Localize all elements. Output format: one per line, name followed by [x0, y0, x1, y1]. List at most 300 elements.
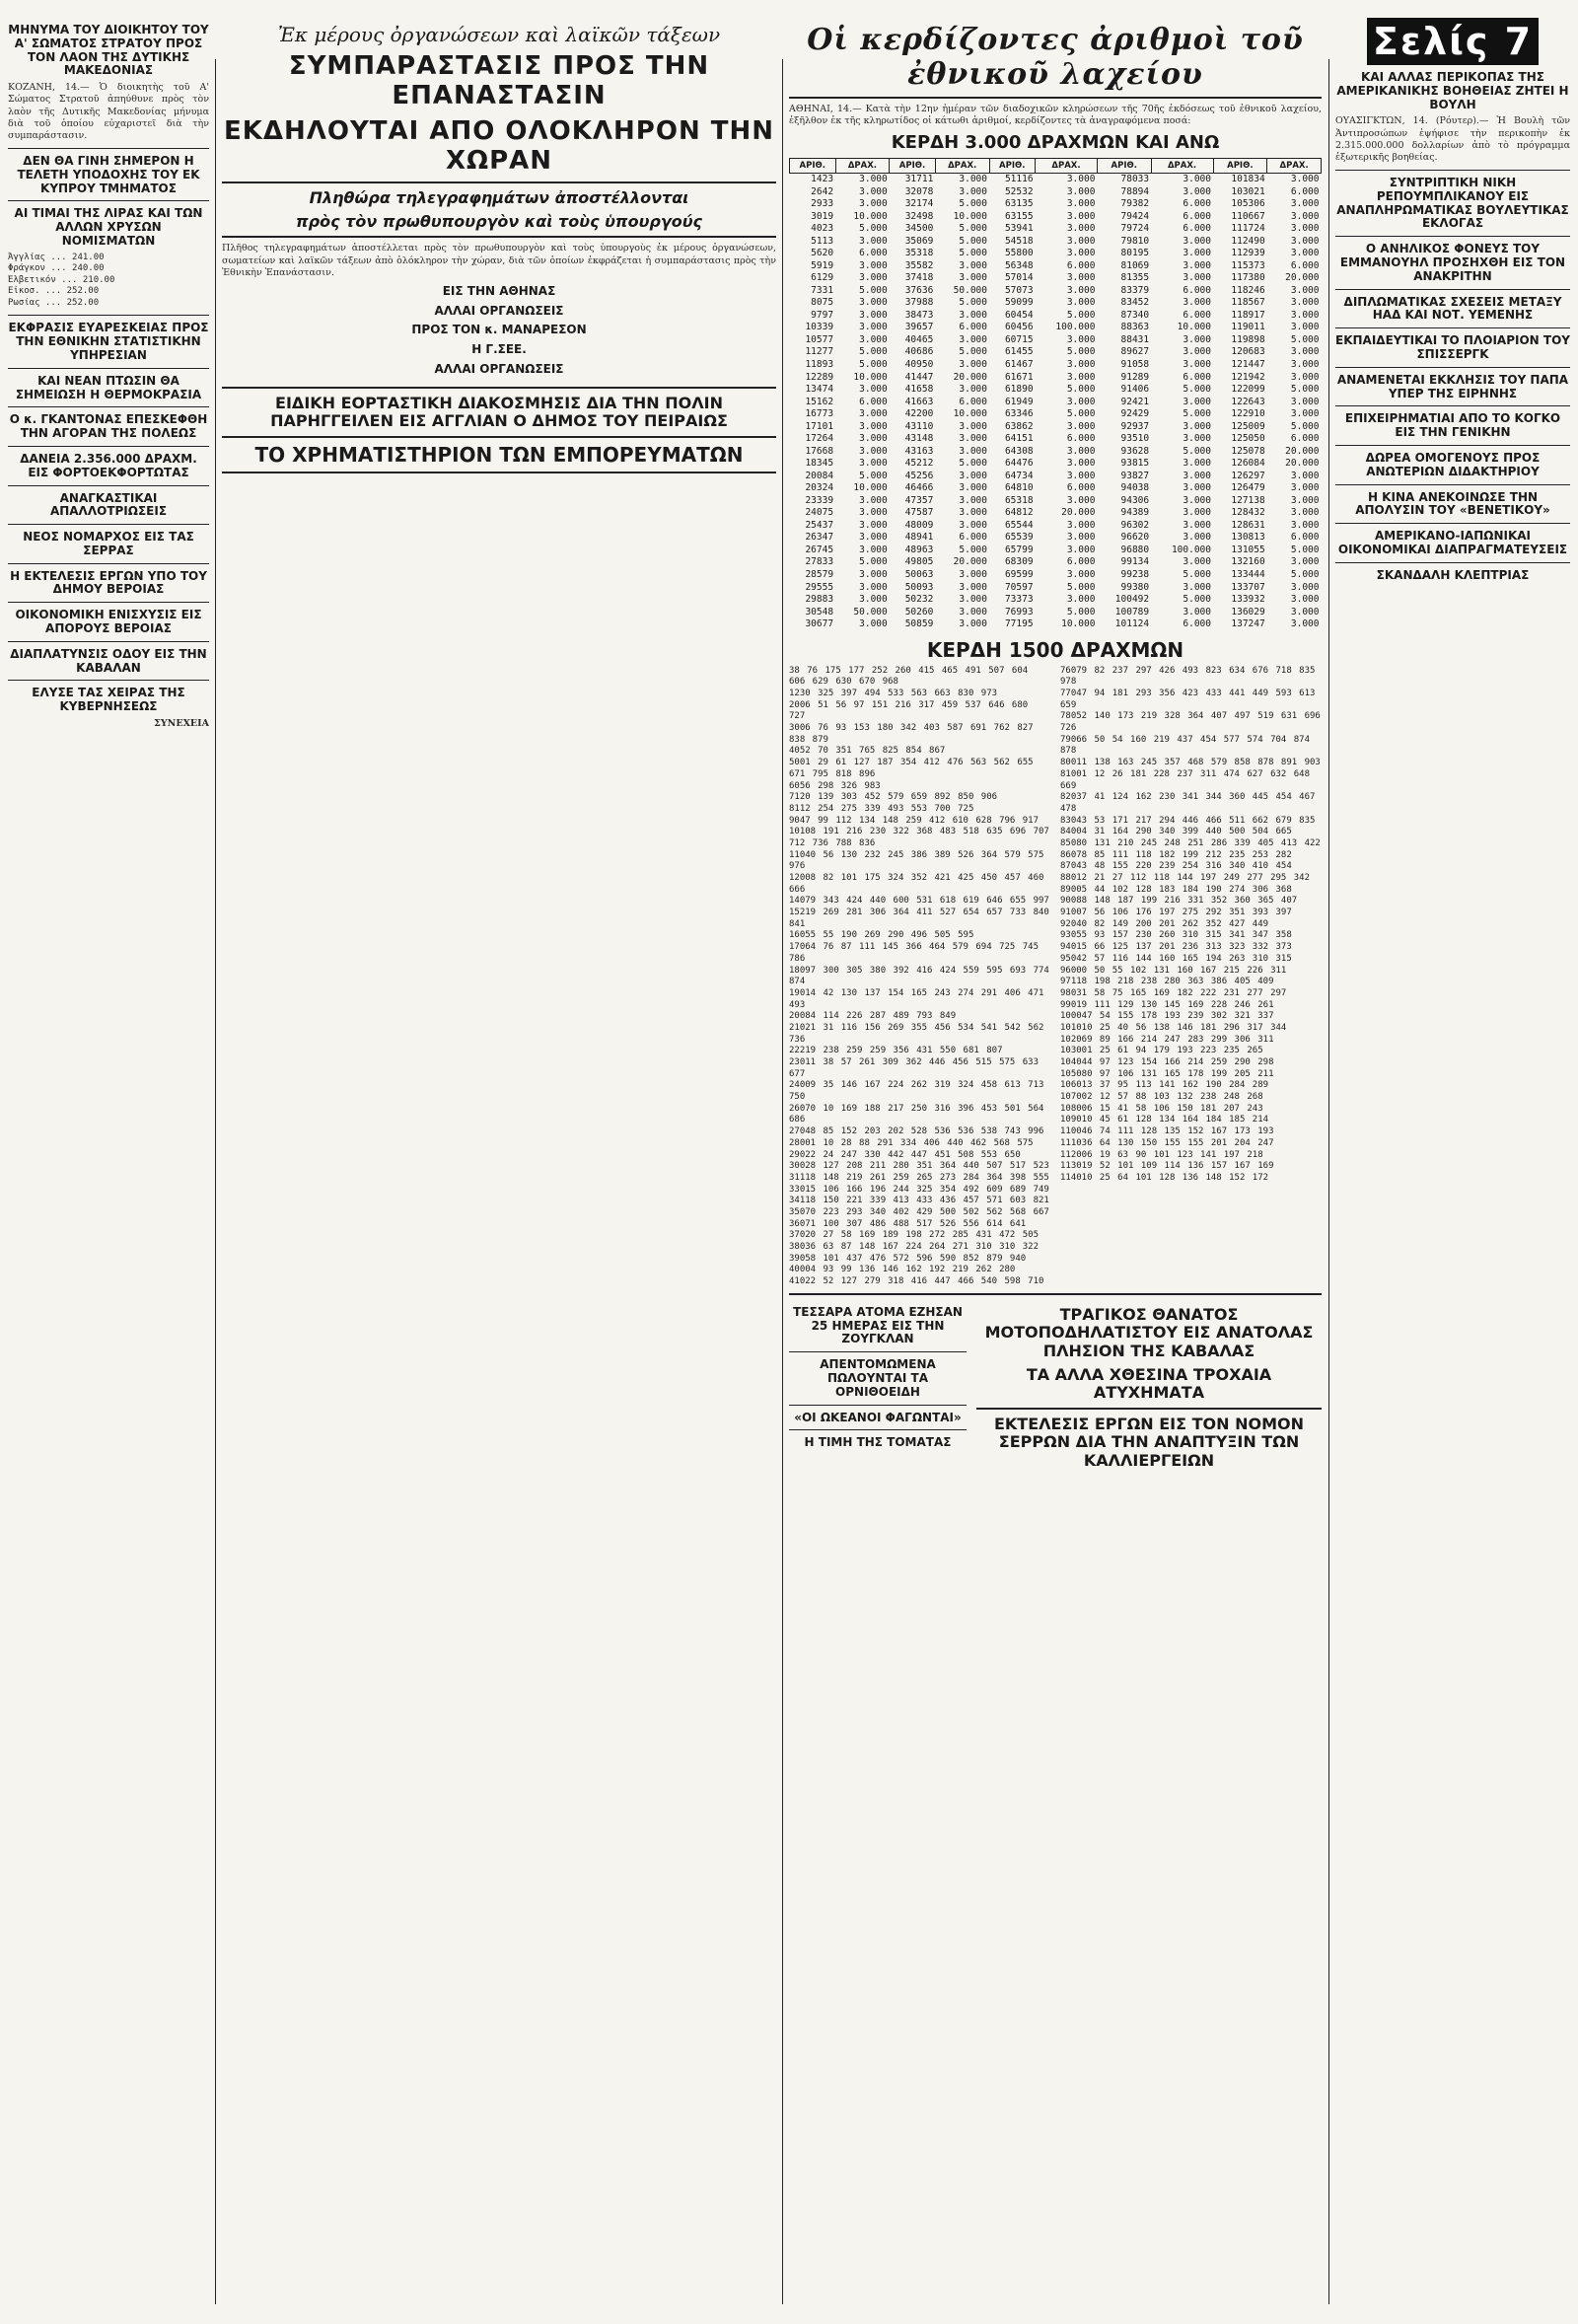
headline-commodity-exchange: ΤΟ ΧΡΗΜΑΤΙΣΤΗΡΙΟΝ ΤΩΝ ΕΜΠΟΡΕΥΜΑΤΩΝ [254, 442, 744, 467]
table-row [790, 346, 1322, 359]
table-cell: 65544 [1004, 519, 1034, 531]
small-prize-line: 20084 114 226 287 489 793 849 [789, 1011, 957, 1022]
table-row [790, 545, 1322, 557]
small-prize-line: 7120 139 303 452 579 659 892 850 906 [789, 792, 998, 803]
small-prize-line: 11040 56 130 232 245 386 389 526 364 579 575 976 [789, 849, 1044, 872]
table-cell: 5.000 [1290, 420, 1320, 432]
table-cell: 103021 [1231, 185, 1265, 197]
small-prize-line: 12008 82 101 175 324 352 421 425 450 457 460 666 [789, 873, 1044, 895]
table-cell: 3.000 [959, 445, 987, 457]
table-row [790, 471, 1322, 483]
table-cell: 3.000 [1290, 284, 1320, 296]
table-cell: 99238 [1120, 569, 1150, 580]
table-cell: 64476 [1004, 458, 1034, 470]
small-prize-line: 3006 76 93 153 180 342 403 587 691 762 827 838 879 [789, 723, 1034, 745]
table-cell: 6.000 [1290, 532, 1320, 544]
small-prize-line: 87043 48 155 220 239 254 316 340 410 454 [1060, 861, 1292, 872]
table-cell: 126297 [1231, 470, 1265, 481]
table-cell: 37418 [904, 272, 934, 284]
table-cell: 3.000 [859, 519, 888, 531]
small-prize-line: 18097 300 305 380 392 416 424 559 595 693 774 874 [789, 965, 1049, 987]
small-prize-line: 82037 41 124 162 230 341 344 360 445 454 467 478 [1060, 792, 1316, 814]
table-cell: 127138 [1231, 494, 1265, 506]
small-prize-line: 76079 82 237 297 426 493 823 634 676 718 835 978 [1060, 665, 1316, 688]
table-cell: 5.000 [1066, 581, 1096, 593]
table-cell: 3.000 [959, 174, 987, 184]
table-cell: 5.000 [1290, 569, 1320, 580]
gold-price-list [8, 253, 209, 310]
table-cell: 10.000 [853, 371, 888, 383]
table-header-cell: ΔΡΑΧ. [1036, 159, 1098, 174]
table-cell: 15162 [805, 396, 834, 407]
table-cell: 88363 [1120, 322, 1150, 333]
table-row [790, 482, 1322, 495]
table-cell: 3.000 [1183, 358, 1211, 370]
continuation-label: ΣΥΝΕΧΕΙΑ [154, 718, 209, 730]
table-cell: 40465 [904, 333, 934, 345]
table-cell: 27833 [805, 556, 834, 568]
table-cell: 20.000 [1285, 272, 1320, 284]
table-cell: 93827 [1120, 470, 1150, 481]
table-row [790, 556, 1322, 569]
table-cell: 6.000 [1183, 198, 1211, 210]
table-cell: 49805 [904, 556, 934, 568]
small-prize-line: 24009 35 146 167 224 262 319 324 458 613 713 750 [789, 1080, 1044, 1103]
table-cell: 94038 [1120, 482, 1150, 494]
table-cell: 3.000 [1066, 210, 1096, 222]
table-cell: 52532 [1004, 185, 1034, 197]
table-cell: 47587 [904, 507, 934, 519]
table-cell: 51116 [1004, 174, 1034, 184]
small-prize-line: 38036 63 87 148 167 224 264 271 310 310 322 [789, 1242, 1039, 1253]
table-cell: 7331 [811, 284, 834, 296]
small-prize-line: 111036 64 130 150 155 155 201 204 247 [1060, 1137, 1274, 1148]
table-cell: 38473 [904, 309, 934, 321]
table-header-cell: ΔΡΑΧ. [935, 159, 989, 174]
table-cell: 125078 [1231, 445, 1265, 457]
table-cell: 70597 [1004, 581, 1034, 593]
table-cell: 23339 [805, 494, 834, 506]
table-cell: 5.000 [1183, 384, 1211, 396]
table-cell: 65318 [1004, 494, 1034, 506]
small-prize-line: 80011 138 163 245 357 468 579 858 878 891 903 [1060, 758, 1321, 768]
table-cell: 73373 [1004, 594, 1034, 606]
table-cell: 3.000 [959, 259, 987, 271]
table-cell: 77195 [1004, 618, 1034, 630]
small-prize-line: 100047 54 155 178 193 239 302 321 337 [1060, 1011, 1274, 1022]
table-cell: 5.000 [959, 223, 987, 235]
table-cell: 50859 [904, 618, 934, 630]
table-cell: 3.000 [859, 532, 888, 544]
table-cell: 3.000 [859, 297, 888, 309]
table-cell: 20.000 [953, 371, 987, 383]
table-cell: 6.000 [859, 248, 888, 259]
table-row [790, 384, 1322, 397]
table-cell: 3.000 [1290, 210, 1320, 222]
table-cell: 3.000 [859, 259, 888, 271]
table-cell: 31711 [904, 174, 934, 184]
table-cell: 3.000 [1066, 333, 1096, 345]
table-row [790, 507, 1322, 520]
table-cell: 20.000 [1285, 458, 1320, 470]
table-cell: 5.000 [959, 544, 987, 555]
table-row [790, 446, 1322, 459]
table-cell: 79810 [1120, 235, 1150, 247]
small-prize-line: 92040 82 149 200 201 262 352 427 449 [1060, 918, 1269, 929]
table-cell: 76993 [1004, 606, 1034, 617]
table-cell: 3.000 [1290, 507, 1320, 519]
table-cell: 45256 [904, 470, 934, 481]
table-cell: 37636 [904, 284, 934, 296]
table-cell: 10.000 [853, 482, 888, 494]
table-cell: 5.000 [1290, 544, 1320, 555]
table-cell: 10.000 [953, 408, 987, 420]
table-cell: 125009 [1231, 420, 1265, 432]
table-cell: 6.000 [1290, 185, 1320, 197]
table-cell: 50093 [904, 581, 934, 593]
small-prize-line: 102069 89 166 214 247 283 299 306 311 [1060, 1034, 1274, 1045]
gold-price-row: Εἰκοσ. ... 252.00 [8, 286, 100, 297]
table-cell: 2642 [811, 185, 834, 197]
section-other-orgs-2: ΑΛΛΑΙ ΟΡΓΑΝΩΣΕΙΣ [434, 362, 564, 376]
small-prize-line: 88012 21 27 112 118 144 197 249 277 295 342 [1060, 873, 1310, 884]
small-prize-line: 16055 55 190 269 290 496 505 595 [789, 930, 974, 941]
table-cell: 50063 [904, 569, 934, 580]
table-cell: 88431 [1120, 333, 1150, 345]
small-prize-line: 28001 10 28 88 291 334 406 440 462 568 575 [789, 1137, 1034, 1148]
headline-motorcyclist: ΤΡΑΓΙΚΟΣ ΘΑΝΑΤΟΣ ΜΟΤΟΠΟΔΗΛΑΤΙΣΤΟΥ ΕΙΣ ΑΝΑΤΟΛΑΣ ΠΛΗΣΙΟΝ ΤΗΣ ΚΑΒΑΛΑΣ [984, 1304, 1314, 1360]
table-cell: 5.000 [959, 235, 987, 247]
small-prize-line: 89005 44 102 128 183 184 190 274 306 368 [1060, 884, 1292, 895]
table-header-cell: ΔΡΑΧ. [835, 159, 890, 174]
small-prize-line: 105080 97 106 131 165 178 199 205 211 [1060, 1068, 1274, 1079]
table-header-cell: ΑΡΙΘ. [790, 159, 836, 174]
main-headline-line1: ΣΥΜΠΑΡΑΣΤΑΣΙΣ ΠΡΟΣ ΤΗΝ ΕΠΑΝΑΣΤΑΣΙΝ [288, 51, 710, 110]
table-cell: 3.000 [1066, 297, 1096, 309]
table-cell: 89627 [1120, 346, 1150, 358]
table-cell: 47357 [904, 494, 934, 506]
column-1 [8, 18, 209, 2316]
table-row [790, 607, 1322, 619]
table-cell: 3.000 [859, 272, 888, 284]
table-cell: 61890 [1004, 384, 1034, 396]
table-cell: 3.000 [1183, 581, 1211, 593]
table-cell: 10.000 [1177, 322, 1211, 333]
article-us-aid: ΟΥΑΣΙΓΚΤΩΝ, 14. (Ρόυτερ).— Ἡ Βουλὴ τῶν Ἀντιπροσώπων ἐψήφισε τὴν περικοπὴν ἐκ 2.315.000.000 δολλαρίων ἀπὸ τὸ πρόγραμμα ἐξωτερικῆς βοηθείας. [1335, 115, 1570, 163]
small-prize-line: 114010 25 64 101 128 136 148 152 172 [1060, 1172, 1269, 1183]
table-cell: 3.000 [859, 185, 888, 197]
table-cell: 61671 [1004, 371, 1034, 383]
table-cell: 92937 [1120, 420, 1150, 432]
table-cell: 3.000 [1066, 445, 1096, 457]
table-cell: 24075 [805, 507, 834, 519]
table-row [790, 297, 1322, 310]
headline-tomato-price: Η ΤΙΜΗ ΤΗΣ ΤΟΜΑΤΑΣ [804, 1435, 952, 1450]
headline-government-hands: ΕΛΥΣΕ ΤΑΣ ΧΕΙΡΑΣ ΤΗΣ ΚΥΒΕΡΝΗΣΕΩΣ [32, 686, 185, 714]
table-cell: 3.000 [1183, 494, 1211, 506]
table-cell: 3.000 [959, 606, 987, 617]
table-cell: 10.000 [1061, 618, 1096, 630]
table-cell: 5.000 [859, 346, 888, 358]
table-cell: 83452 [1120, 297, 1150, 309]
small-prize-line: 101010 25 40 56 138 146 181 296 317 344 [1060, 1022, 1287, 1033]
table-cell: 131055 [1231, 544, 1265, 555]
table-cell: 3.000 [859, 618, 888, 630]
table-cell: 3.000 [1290, 494, 1320, 506]
table-cell: 11893 [805, 358, 834, 370]
table-cell: 5.000 [1183, 594, 1211, 606]
table-cell: 3.000 [859, 420, 888, 432]
table-row [790, 618, 1322, 631]
table-row [790, 520, 1322, 533]
table-cell: 43148 [904, 433, 934, 445]
table-cell: 6.000 [1183, 309, 1211, 321]
column-4 [1335, 18, 1570, 2316]
table-cell: 32498 [904, 210, 934, 222]
table-header-cell: ΑΡΙΘ. [1213, 159, 1267, 174]
lottery-small-title: ΚΕΡΔΗ 1500 ΔΡΑΧΜΩΝ [926, 637, 1184, 662]
table-cell: 5.000 [859, 556, 888, 568]
article-intro: Πλῆθος τηλεγραφημάτων ἀποστέλλεται πρὸς τὸν πρωθυπουργὸν καὶ τοὺς ὑπουργοὺς ἐκ μέρους ὀργανώσεων, σωματείων καὶ λαϊκῶν τάξεων ἀπὸ ὁλόκληρον τὴν χώραν, διὰ τῶν ὁποίων ἐκφράζεται ἡ συμπαράστασις πρὸς τὴν Ἐθνικὴν Ἐπανάστασιν. [222, 243, 776, 278]
table-cell: 91289 [1120, 371, 1150, 383]
table-cell: 6.000 [1066, 556, 1096, 568]
table-cell: 125050 [1231, 433, 1265, 445]
table-cell: 10577 [805, 333, 834, 345]
headline-expropriations: ΑΝΑΓΚΑΣΤΙΚΑΙ ΑΠΑΛΛΟΤΡΙΩΣΕΙΣ [49, 490, 168, 519]
table-cell: 48009 [904, 519, 934, 531]
small-prize-line: 39058 101 437 476 572 596 590 852 879 940 [789, 1253, 1027, 1264]
headline-veria-works: Η ΕΚΤΕΛΕΣΙΣ ΕΡΓΩΝ ΥΠΟ ΤΟΥ ΔΗΜΟΥ ΒΕΡΟΙΑΣ [10, 568, 207, 597]
table-cell: 3.000 [859, 458, 888, 470]
page-number-logo: Σελίς 7 [1367, 18, 1539, 65]
small-prize-line: 112006 19 63 90 101 123 141 197 218 [1060, 1149, 1263, 1160]
table-cell: 136029 [1231, 606, 1265, 617]
table-header-cell: ΔΡΑΧ. [1267, 159, 1322, 174]
table-cell: 3.000 [859, 433, 888, 445]
table-cell: 17668 [805, 445, 834, 457]
small-prize-line: 95042 57 116 144 160 165 194 263 310 315 [1060, 953, 1292, 964]
table-cell: 130813 [1231, 532, 1265, 544]
small-prize-line: 8112 254 275 339 493 553 700 725 [789, 803, 974, 814]
table-row [790, 433, 1322, 446]
table-row [790, 198, 1322, 211]
headline-republican-win: ΣΥΝΤΡΙΠΤΙΚΗ ΝΙΚΗ ΡΕΠΟΥΜΠΛΙΚΑΝΟΥ ΕΙΣ ΑΝΑΠΛΗΡΩΜΑΤΙΚΑΣ ΒΟΥΛΕΥΤΙΚΑΣ ΕΚΛΟΓΑΣ [1336, 176, 1569, 231]
small-prize-line: 10108 191 216 230 322 368 483 518 635 696 707 712 736 788 836 [789, 827, 1049, 848]
table-cell: 3.000 [959, 482, 987, 494]
headline-congo: ΕΠΙΧΕΙΡΗΜΑΤΙΑΙ ΑΠΟ ΤΟ ΚΟΓΚΟ ΕΙΣ ΤΗΝ ΓΕΝΙΚΗΝ [1344, 411, 1561, 440]
headline-donation: ΔΩΡΕΑ ΟΜΟΓΕΝΟΥΣ ΠΡΟΣ ΑΝΩΤΕΡΙΩΝ ΔΙΔΑΚΤΗΡΙΟΥ [1365, 450, 1541, 478]
table-cell: 133444 [1231, 569, 1265, 580]
small-prize-line: 86078 85 111 118 182 199 212 235 253 282 [1060, 849, 1292, 860]
table-cell: 3.000 [1183, 235, 1211, 247]
article-army-message: ΚΟΖΑΝΗ, 14.— Ὁ διοικητὴς τοῦ Α' Σώματος Στρατοῦ ἀπηύθυνε πρὸς τὸν λαὸν τῆς Δυτικῆς Μακεδονίας μήνυμα διὰ τοῦ ὁποίου εὐχαριστεῖ διὰ τὴν συμπαράστασιν. [8, 82, 209, 141]
table-cell: 3.000 [1183, 458, 1211, 470]
headline-us-aid: ΚΑΙ ΑΛΛΑΣ ΠΕΡΙΚΟΠΑΣ ΤΗΣ ΑΜΕΡΙΚΑΝΙΚΗΣ ΒΟΗΘΕΙΑΣ ΖΗΤΕΙ Η ΒΟΥΛΗ [1336, 70, 1569, 111]
table-cell: 3.000 [959, 494, 987, 506]
table-cell: 119011 [1231, 322, 1265, 333]
table-cell: 17101 [805, 420, 834, 432]
table-cell: 5.000 [959, 297, 987, 309]
headline-veria-aid: ΟΙΚΟΝΟΜΙΚΗ ΕΝΙΣΧΥΣΙΣ ΕΙΣ ΑΠΟΡΟΥΣ ΒΕΡΟΙΑΣ [15, 608, 202, 636]
table-cell: 118917 [1231, 309, 1265, 321]
headline-thief: ΣΚΑΝΔΑΛΗ ΚΛΕΠΤΡΙΑΣ [1376, 567, 1530, 582]
table-cell: 61949 [1004, 396, 1034, 407]
subheadline-recipients: πρὸς τὸν πρωθυπουργὸν καὶ τοὺς ὑπουργούς [295, 211, 703, 231]
table-header-cell: ΑΡΙΘ. [1097, 159, 1151, 174]
headline-gold-prices: ΑΙ ΤΙΜΑΙ ΤΗΣ ΛΙΡΑΣ ΚΑΙ ΤΩΝ ΑΛΛΩΝ ΧΡΥΣΩΝ ΝΟΜΙΣΜΑΤΩΝ [14, 206, 203, 248]
table-cell: 3.000 [859, 198, 888, 210]
gold-price-row: Ἀγγλίας ... 241.00 [8, 252, 105, 262]
table-row [790, 310, 1322, 323]
table-cell: 3.000 [859, 235, 888, 247]
table-cell: 87340 [1120, 309, 1150, 321]
table-cell: 101834 [1231, 174, 1265, 184]
table-cell: 28579 [805, 569, 834, 580]
table-cell: 3.000 [1290, 396, 1320, 407]
table-cell: 112490 [1231, 235, 1265, 247]
table-cell: 65539 [1004, 532, 1034, 544]
column-2 [222, 18, 776, 2316]
table-cell: 3.000 [1183, 482, 1211, 494]
section-other-orgs: ΑΛΛΑΙ ΟΡΓΑΝΩΣΕΙΣ [434, 303, 564, 318]
table-cell: 64151 [1004, 433, 1034, 445]
small-prize-line: 15219 269 281 306 364 411 527 654 657 733 840 841 [789, 908, 1049, 929]
table-cell: 3.000 [1066, 532, 1096, 544]
table-cell: 10.000 [853, 210, 888, 222]
small-prize-line: 113019 52 101 109 114 136 157 167 169 [1060, 1161, 1274, 1172]
table-cell: 3.000 [1066, 594, 1096, 606]
table-cell: 79382 [1120, 198, 1150, 210]
small-prize-line: 99019 111 129 130 145 169 228 246 261 [1060, 999, 1274, 1010]
small-prize-line: 96000 50 55 102 131 160 167 215 226 311 [1060, 965, 1287, 976]
table-cell: 137247 [1231, 618, 1265, 630]
table-cell: 3.000 [1183, 346, 1211, 358]
table-cell: 37988 [904, 297, 934, 309]
table-cell: 3.000 [1290, 248, 1320, 259]
small-prize-line: 94015 66 125 137 201 236 313 323 332 373 [1060, 942, 1292, 953]
table-cell: 41658 [904, 384, 934, 396]
small-prizes-right [1060, 666, 1322, 1288]
table-cell: 122643 [1231, 396, 1265, 407]
table-cell: 3.000 [1066, 223, 1096, 235]
headline-temperature: ΚΑΙ ΝΕΑΝ ΠΤΩΣΙΝ ΘΑ ΣΗΜΕΙΩΣΗ Η ΘΕΡΜΟΚΡΑΣΙΑ [15, 373, 202, 401]
table-cell: 3.000 [959, 384, 987, 396]
table-cell: 3.000 [1290, 174, 1320, 184]
table-cell: 126479 [1231, 482, 1265, 494]
small-prize-line: 4052 70 351 765 825 854 867 [789, 746, 946, 757]
table-cell: 118567 [1231, 297, 1265, 309]
table-cell: 3.000 [1066, 248, 1096, 259]
table-cell: 12289 [805, 371, 834, 383]
table-cell: 3.000 [1290, 346, 1320, 358]
table-cell: 3.000 [859, 594, 888, 606]
table-cell: 3.000 [1066, 396, 1096, 407]
table-cell: 10339 [805, 322, 834, 333]
small-prize-line: 22219 238 259 259 356 431 550 681 807 [789, 1046, 1003, 1056]
table-cell: 5.000 [1290, 384, 1320, 396]
table-cell: 3.000 [1183, 470, 1211, 481]
table-cell: 61467 [1004, 358, 1034, 370]
table-cell: 6.000 [1183, 284, 1211, 296]
small-prize-line: 97118 198 218 238 280 363 386 405 409 [1060, 977, 1274, 987]
small-prize-line: 103001 25 61 94 179 193 223 235 265 [1060, 1046, 1263, 1056]
table-cell: 64810 [1004, 482, 1034, 494]
lottery-banner: Οἱ κερδίζοντες ἀριθμοὶ τοῦ ἐθνικοῦ λαχείου [807, 23, 1304, 92]
table-cell: 63135 [1004, 198, 1034, 210]
table-cell: 119898 [1231, 333, 1265, 345]
small-prize-line: 31118 148 219 261 259 265 273 284 364 398 555 [789, 1172, 1049, 1183]
table-cell: 6129 [811, 272, 834, 284]
headline-kavala-road: ΔΙΑΠΛΑΤΥΝΣΙΣ ΟΔΟΥ ΕΙΣ ΤΗΝ ΚΑΒΑΛΑΝ [10, 646, 207, 675]
table-cell: 3.000 [1183, 185, 1211, 197]
table-cell: 30548 [805, 606, 834, 617]
small-prize-line: 5001 29 61 127 187 354 412 476 563 562 655 671 795 818 896 [789, 758, 1034, 779]
table-cell: 78894 [1120, 185, 1150, 197]
table-cell: 3.000 [1183, 396, 1211, 407]
table-cell: 96302 [1120, 519, 1150, 531]
table-cell: 93510 [1120, 433, 1150, 445]
table-cell: 126084 [1231, 458, 1265, 470]
table-row [790, 458, 1322, 471]
table-cell: 3.000 [1066, 544, 1096, 555]
page-label [1335, 18, 1570, 65]
table-cell: 3.000 [1183, 420, 1211, 432]
table-cell: 39657 [904, 322, 934, 333]
table-row [790, 421, 1322, 434]
table-cell: 3.000 [1066, 569, 1096, 580]
table-cell: 3.000 [959, 594, 987, 606]
table-cell: 2933 [811, 198, 834, 210]
table-row [790, 495, 1322, 508]
table-row [790, 532, 1322, 545]
table-cell: 64308 [1004, 445, 1034, 457]
table-cell: 20.000 [1285, 445, 1320, 457]
table-cell: 3.000 [1290, 198, 1320, 210]
table-cell: 9797 [811, 309, 834, 321]
small-prize-line: 91007 56 106 176 197 275 292 351 393 397 [1060, 908, 1292, 918]
headline-gkantonas-market: Ο κ. ΓΚΑΝΤΟΝΑΣ ΕΠΕΣΚΕΦΘΗ ΤΗΝ ΑΓΟΡΑΝ ΤΗΣ ΠΟΛΕΩΣ [9, 412, 208, 441]
table-cell: 3.000 [959, 420, 987, 432]
table-cell: 3.000 [1183, 248, 1211, 259]
column-3 [789, 18, 1322, 2316]
table-cell: 92421 [1120, 396, 1150, 407]
table-cell: 100.000 [1055, 322, 1096, 333]
table-cell: 20.000 [953, 556, 987, 568]
table-cell: 64812 [1004, 507, 1034, 519]
small-prize-line: 2006 51 56 97 151 216 317 459 537 646 680 727 [789, 699, 1029, 722]
table-cell: 57014 [1004, 272, 1034, 284]
table-cell: 46466 [904, 482, 934, 494]
headline-serres-works: ΕΚΤΕΛΕΣΙΣ ΕΡΓΩΝ ΕΙΣ ΤΟΝ ΝΟΜΟΝ ΣΕΡΡΩΝ ΔΙΑ ΤΗΝ ΑΝΑΠΤΥΞΙΝ ΤΩΝ ΚΑΛΛΙΕΡΓΕΙΩΝ [993, 1414, 1305, 1470]
table-row [790, 248, 1322, 260]
small-prize-line: 34118 150 221 339 413 433 436 457 571 603 821 [789, 1196, 1049, 1206]
table-cell: 26745 [805, 544, 834, 555]
table-row [790, 260, 1322, 273]
table-cell: 6.000 [1183, 618, 1211, 630]
table-cell: 3.000 [1290, 556, 1320, 568]
table-cell: 6.000 [1066, 259, 1096, 271]
table-cell: 54518 [1004, 235, 1034, 247]
table-cell: 63155 [1004, 210, 1034, 222]
table-cell: 48941 [904, 532, 934, 544]
table-cell: 3.000 [1290, 519, 1320, 531]
table-cell: 5.000 [959, 458, 987, 470]
table-cell: 81355 [1120, 272, 1150, 284]
table-cell: 63346 [1004, 408, 1034, 420]
table-cell: 3.000 [1290, 606, 1320, 617]
small-prize-line: 1230 325 397 494 533 563 663 830 973 [789, 689, 998, 699]
table-cell: 122099 [1231, 384, 1265, 396]
